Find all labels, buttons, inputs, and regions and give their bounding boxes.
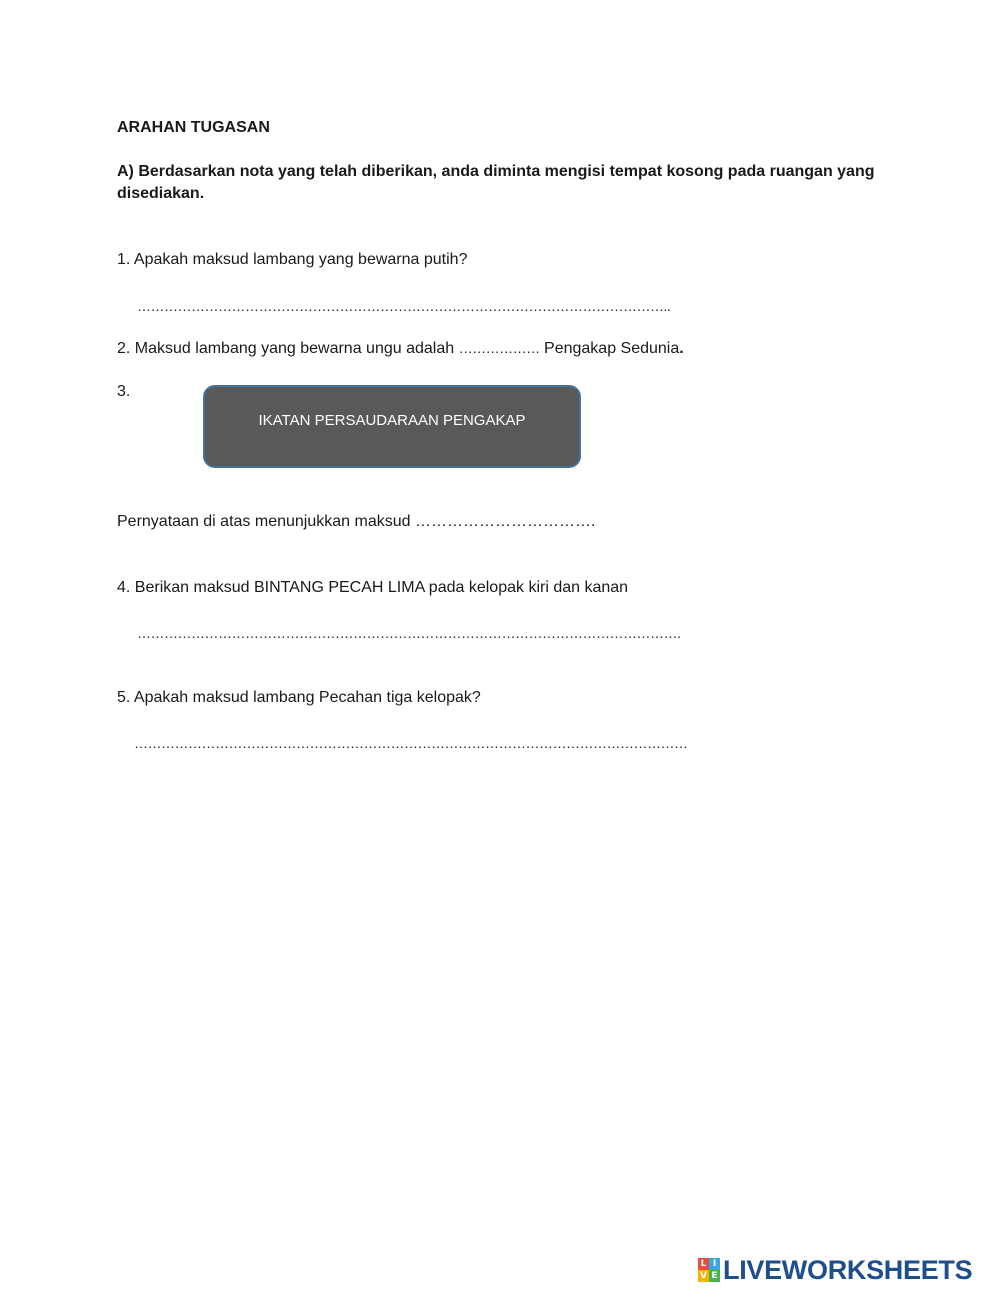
- liveworksheets-logo: [698, 1256, 972, 1284]
- logo-cell-v: V: [698, 1270, 709, 1282]
- logo-cell-l: L: [698, 1258, 709, 1270]
- answer-line-4[interactable]: ………………………………………………………………………………………………………….: [137, 625, 681, 641]
- live-blocks-icon: [698, 1258, 720, 1282]
- logo-cell-e: E: [709, 1270, 720, 1282]
- question-1: 1. Apakah maksud lambang yang bewarna putih?: [117, 251, 468, 268]
- worksheet-heading: ARAHAN TUGASAN: [117, 119, 270, 136]
- worksheet-instruction: A) Berdasarkan nota yang telah diberikan, anda diminta mengisi tempat kosong pada ruangan yang disediakan.: [117, 163, 875, 202]
- statement-box: [203, 385, 581, 468]
- answer-line-5[interactable]: ……………………………………………………………………………………………………………: [134, 735, 688, 751]
- logo-cell-i: I: [709, 1258, 720, 1270]
- question-2-suffix: Pengakap Sedunia: [539, 340, 680, 357]
- question-5: 5. Apakah maksud lambang Pecahan tiga kelopak?: [117, 689, 481, 706]
- question-2: [117, 337, 684, 360]
- question-3-statement: Pernyataan di atas menunjukkan maksud …………………………….: [117, 513, 596, 530]
- question-3-number: 3.: [117, 383, 131, 400]
- answer-line-1[interactable]: ………………………………………………………………………………………………………..: [137, 298, 671, 314]
- brand-name: LIVEWORKSHEETS: [723, 1255, 973, 1285]
- question-2-prefix: 2. Maksud lambang yang bewarna ungu adalah: [117, 340, 459, 357]
- question-4: 4. Berikan maksud BINTANG PECAH LIMA pada kelopak kiri dan kanan: [117, 579, 629, 596]
- answer-blank-2[interactable]: ………………: [458, 340, 540, 356]
- question-2-period: .: [679, 340, 684, 357]
- statement-box-text: IKATAN PERSAUDARAAN PENGAKAP: [258, 412, 526, 429]
